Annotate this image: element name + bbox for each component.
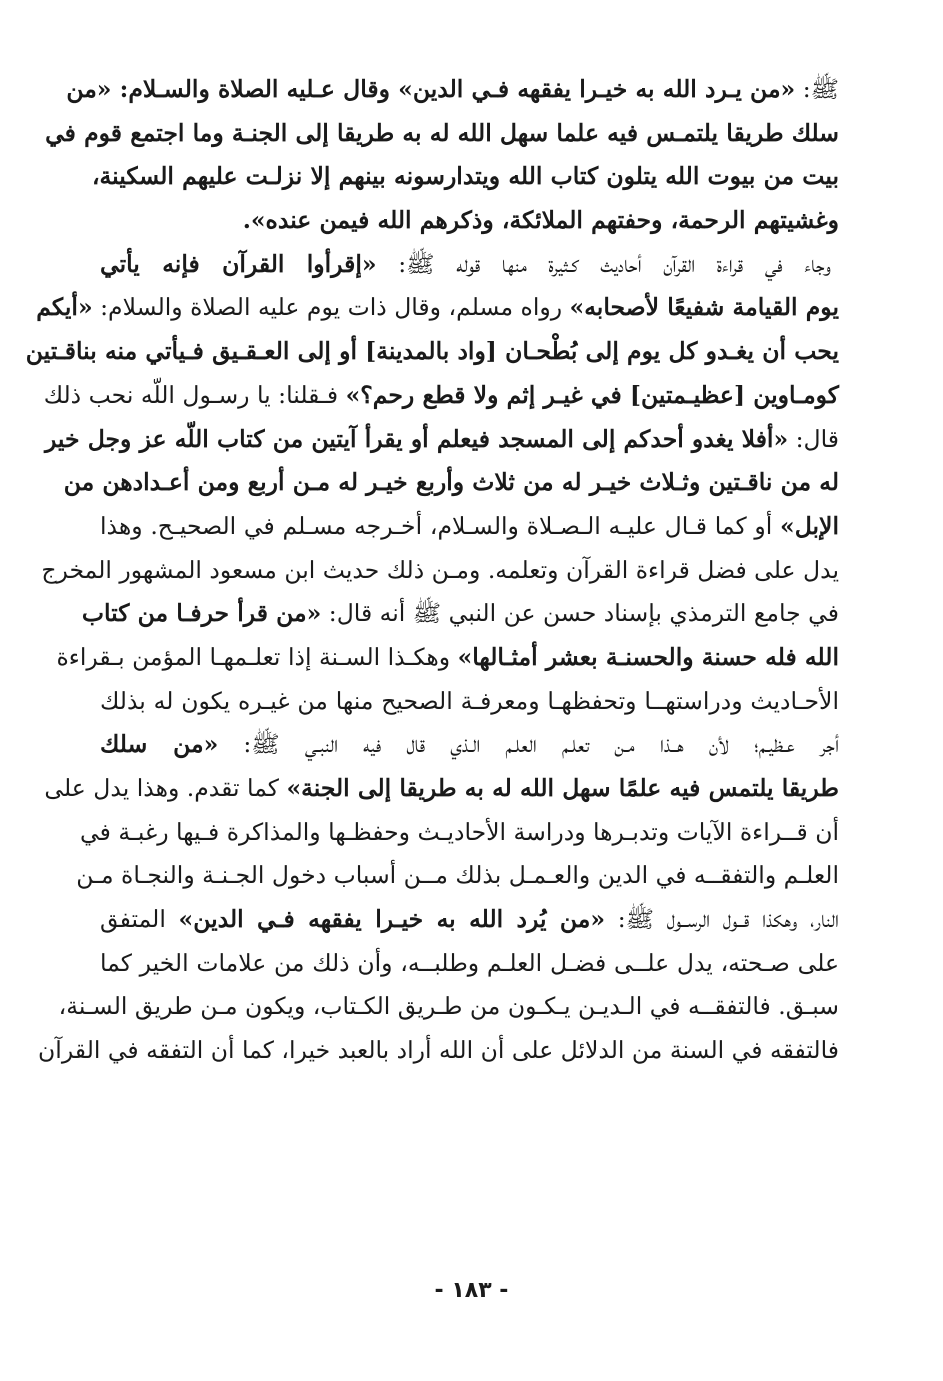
bold-quote-segment: «أفلا يغدو أحدكم إلى المسجد فيعلم أو يقرأ آيتين من كتاب اللّه عز وجل خير xyxy=(44,424,789,453)
text-segment: وهكـذا السـنة إذا تعلـمهـا المؤمن بـقراءة xyxy=(56,642,458,671)
text-segment: في جامع الترمذي بإسناد حسن عن النبي ﷺ أنه قال: xyxy=(321,599,839,628)
bold-quote-segment: كومـاوين [عظيـمتين] في غيـر إثم ولا قطع رحم؟» xyxy=(345,380,839,409)
text-segment: الأحـاديث ودراستهــا وتحفظهـا ومعرفـة الصحيح منها من غيـره يكون له بذلك xyxy=(100,686,839,715)
bold-quote-segment: «من سلك xyxy=(100,730,219,759)
text-line xyxy=(100,898,839,942)
bold-quote-segment: «من قرأ حرفـا من كتاب xyxy=(81,599,322,628)
text-line xyxy=(36,286,839,330)
bold-quote-segment: الله فله حسنة والحسنـة بعشر أمثـالها» xyxy=(457,642,839,671)
text-segment: أجر عـظيـم؛ لأن هــذا مـن تعلـم العلـم الـذي قال فيه النبـي ﷺ: xyxy=(218,730,839,759)
text-segment: أن قــراءة الآيات وتدبـرها ودراسة الأحاديـث وحفظـها والمذاكرة فـيها رغبـة في xyxy=(80,817,839,846)
text-line xyxy=(38,1029,839,1073)
bold-quote-segment: «من يُرد الله به خيـرا يفقهه فـي الدين» xyxy=(178,905,606,934)
text-line xyxy=(100,680,839,724)
text-segment: فالتفقه في السنة من الدلائل على أن الله أراد بالعبد خيرا، كما أن التفقه في القرآن xyxy=(38,1036,839,1065)
text-line xyxy=(56,636,839,680)
text-segment: على صـحته، يدل علــى فضـل العلـم وطلبــه، وأن ذلك من علامات الخير كما xyxy=(100,948,839,977)
text-segment: يدل على فضل قراءة القرآن وتعلمه. ومـن ذلك حديث ابن مسعود المشهور المخرج xyxy=(41,555,839,584)
text-line xyxy=(100,723,839,767)
text-segment: كما تقدم. وهذا يدل على xyxy=(44,774,287,802)
text-segment: سبـق. فالتفقــه في الـديـن يـكـون من طـريق الكـتاب، ويكون مـن طريق السـنة، xyxy=(58,992,839,1021)
text-segment: المتفق xyxy=(100,905,179,934)
bold-quote-segment: وغشيتهم الرحمة، وحفتهم الملائكة، وذكرهم الله فيمن عنده». xyxy=(242,206,839,235)
bold-quote-segment: «من يـرد الله به خيـرا يفقهه فـي الدين» وقال عـليه الصلاة والسـلام: «من xyxy=(66,75,796,103)
bold-quote-segment: له من ناقـتين وثـلاث خيـر له من ثلاث وأربع خيـر له مـن أربع ومن أعـدادهن من xyxy=(63,468,839,497)
bold-quote-segment: «إقرأوا القرآن فإنه يأتي xyxy=(100,249,377,278)
text-line xyxy=(63,461,839,505)
text-segment: النار، وهكذا قــول الرســول ﷺ: xyxy=(605,905,839,934)
text-line xyxy=(25,330,839,374)
text-line xyxy=(81,592,839,636)
text-line xyxy=(100,243,839,287)
text-segment: العلـم والتفقــه في الدين والعـمـل بذلك مــن أسباب دخول الجـنـة والنجـاة مـن xyxy=(76,861,839,890)
text-line xyxy=(76,854,839,898)
text-line xyxy=(91,155,839,199)
text-line xyxy=(44,767,839,811)
bold-quote-segment: يحب أن يغـدو كل يوم إلى بُطْحـان [واد بالمدينة] أو إلى العـقـيق فـيأتي منه بناقـتين xyxy=(25,337,839,366)
text-line xyxy=(58,985,839,1029)
text-line xyxy=(100,505,839,549)
text-line xyxy=(45,112,839,156)
bold-quote-segment: طريقا يلتمس فيه علمًا سهل الله له به طريقا إلى الجنة» xyxy=(286,774,839,802)
body-text xyxy=(25,68,839,1073)
text-line xyxy=(43,374,839,418)
text-segment: أو كما قـال عليـه الـصـلاة والسـلام، أخـرجه مسـلم في الصحيـح. وهذا xyxy=(100,511,781,540)
text-segment: ﷺ: xyxy=(795,75,839,103)
bold-quote-segment: يوم القيامة شفيعًا لأصحابه» xyxy=(569,293,839,322)
bold-quote-segment: بيت من بيوت الله يتلون كتاب الله ويتدارسونه بينهم إلا نزلـت عليهم السكينة، xyxy=(91,162,839,191)
text-segment: رواه مسلم، وقال ذات يوم عليه الصلاة والسلام: xyxy=(92,293,570,322)
text-segment: فـقلنا: يا رسـول اللّه نحب ذلك xyxy=(43,380,346,409)
bold-quote-segment: الإبل» xyxy=(780,511,839,540)
text-line xyxy=(41,549,839,593)
bold-quote-segment: «أيكم xyxy=(36,293,93,322)
bold-quote-segment: سلك طريقا يلتمـس فيه علما سهل الله له به طريقا إلى الجنـة وما اجتمع قوم في xyxy=(45,118,839,147)
text-segment: قال: xyxy=(788,424,839,453)
text-line xyxy=(80,811,839,855)
text-line xyxy=(44,418,839,462)
text-line xyxy=(66,68,839,112)
text-line xyxy=(100,199,839,243)
text-segment: وجاء في قراءة القرآن أحاديث كـثيرة منها قوله ﷺ: xyxy=(376,249,832,278)
text-line xyxy=(100,942,839,986)
page-number: - ١٨٣ - xyxy=(434,1278,509,1303)
